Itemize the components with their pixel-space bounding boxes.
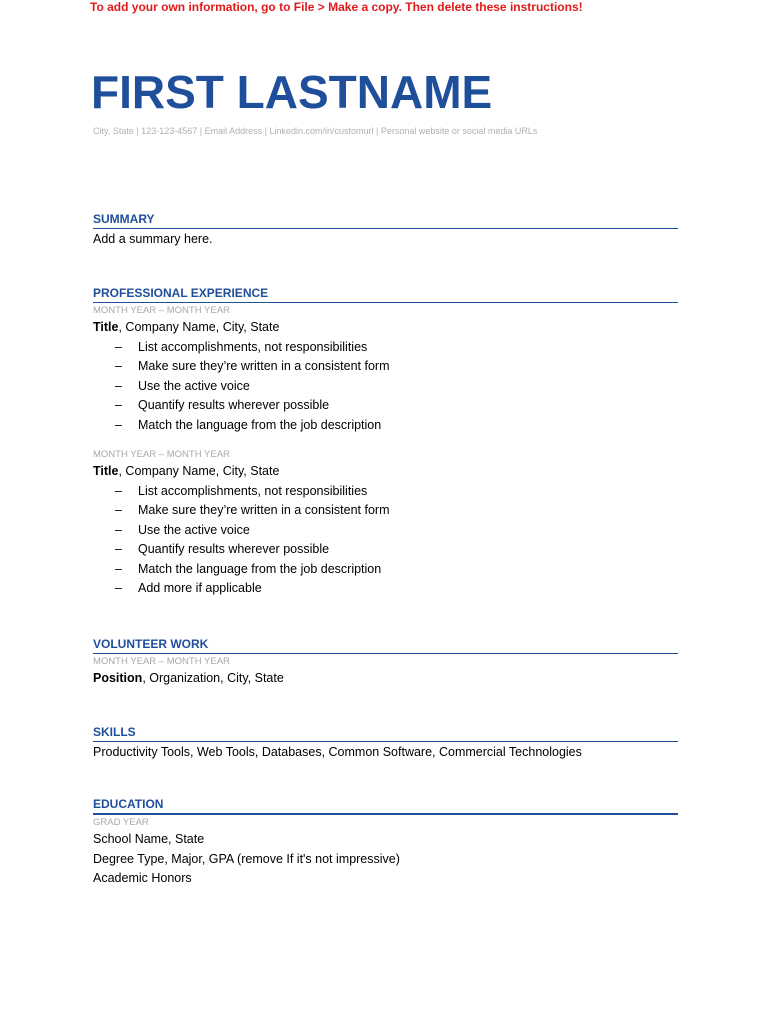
list-item: [93, 416, 678, 436]
list-item: [93, 579, 678, 599]
bullet-text: List accomplishments, not responsibilities: [138, 483, 368, 498]
bullet-text: List accomplishments, not responsibilities: [138, 339, 368, 354]
job-company: , Company Name, City, State: [118, 464, 280, 478]
dash-bullet-icon: –: [115, 398, 122, 412]
bullet-text: Match the language from the job description: [138, 417, 382, 432]
instructions-note: To add your own information, go to File > Make a copy. Then delete these instructions!: [90, 0, 583, 14]
list-item: [93, 357, 678, 377]
job-title: Title: [93, 464, 119, 478]
skills-text: Productivity Tools, Web Tools, Databases, Common Software, Commercial Technologies: [93, 745, 582, 759]
candidate-name: FIRST LASTNAME: [91, 66, 493, 118]
dash-bullet-icon: –: [115, 378, 122, 393]
bullet-text: Use the active voice: [138, 378, 250, 393]
bullet-text: Make sure they’re written in a consistent form: [138, 503, 390, 517]
bullet-text: Make sure they’re written in a consistent form: [138, 359, 390, 373]
volunteer-organization: , Organization, City, State: [142, 671, 284, 685]
volunteer-dates: MONTH YEAR – MONTH YEAR: [93, 656, 230, 667]
dash-bullet-icon: –: [115, 417, 122, 432]
job-bullets: [93, 482, 678, 599]
job-entry-1: [93, 304, 678, 435]
list-item: [93, 540, 678, 560]
dash-bullet-icon: –: [115, 581, 122, 595]
bullet-text: Use the active voice: [138, 522, 250, 537]
volunteer-line: [93, 669, 678, 689]
list-item: [93, 377, 678, 397]
job-entry-2: [93, 448, 678, 599]
dash-bullet-icon: –: [115, 483, 122, 498]
bullet-text: Match the language from the job description: [138, 561, 382, 576]
contact-line: City, State | 123-123-4567 | Email Address | Linkedin.com/in/customurl | Personal website or social media URLs: [93, 126, 538, 136]
volunteer-section: [93, 636, 678, 689]
dash-bullet-icon: –: [115, 561, 122, 576]
summary-text: Add a summary here.: [93, 232, 213, 246]
skills-section: [93, 724, 678, 763]
skills-heading: SKILLS: [93, 724, 678, 742]
list-item: [93, 396, 678, 416]
dash-bullet-icon: –: [115, 339, 122, 354]
job-title-line: [93, 318, 678, 338]
list-item: [93, 560, 678, 580]
job-company: , Company Name, City, State: [118, 320, 280, 334]
education-school: School Name, State: [93, 832, 205, 846]
bullet-text: Quantify results wherever possible: [138, 398, 330, 412]
list-item: [93, 482, 678, 502]
experience-heading: PROFESSIONAL EXPERIENCE: [93, 285, 678, 303]
dash-bullet-icon: –: [115, 522, 122, 537]
volunteer-heading: VOLUNTEER WORK: [93, 636, 678, 654]
summary-heading: SUMMARY: [93, 211, 678, 229]
job-dates: MONTH YEAR – MONTH YEAR: [93, 449, 230, 460]
list-item: [93, 521, 678, 541]
list-item: [93, 338, 678, 358]
job-bullets: [93, 338, 678, 436]
volunteer-position: Position: [93, 671, 143, 685]
dash-bullet-icon: –: [115, 359, 122, 373]
education-honors: Academic Honors: [93, 871, 192, 885]
experience-section: [93, 285, 678, 599]
summary-section: [93, 211, 678, 250]
dash-bullet-icon: –: [115, 503, 122, 517]
education-dates: GRAD YEAR: [93, 817, 149, 828]
dash-bullet-icon: –: [115, 542, 122, 556]
education-section: [93, 796, 678, 889]
job-title-line: [93, 462, 678, 482]
bullet-text: Quantify results wherever possible: [138, 542, 330, 556]
education-heading: EDUCATION: [93, 796, 678, 815]
job-title: Title: [93, 320, 119, 334]
job-dates: MONTH YEAR – MONTH YEAR: [93, 305, 230, 316]
list-item: [93, 501, 678, 521]
education-degree: Degree Type, Major, GPA (remove If it's not impressive): [93, 851, 400, 866]
bullet-text: Add more if applicable: [138, 581, 262, 595]
